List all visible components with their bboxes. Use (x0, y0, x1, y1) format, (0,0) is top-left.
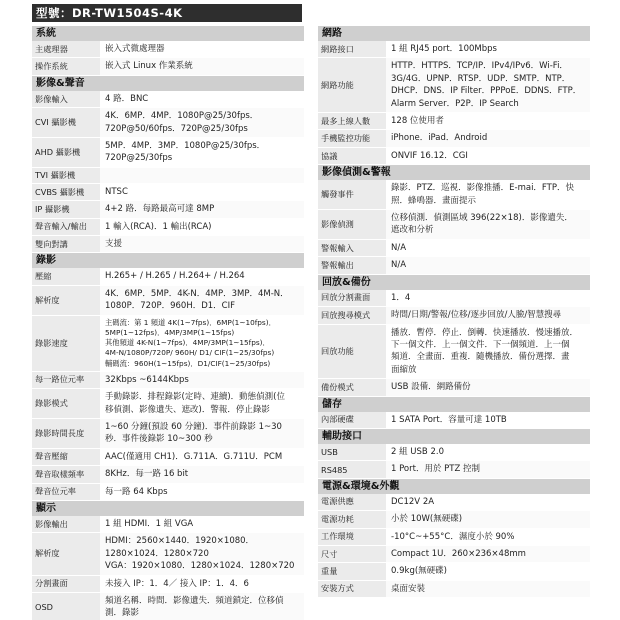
section-header: 顯示 (32, 501, 304, 516)
spec-value: 1 輸入(RCA)．1 輸出(RCA) (105, 221, 212, 232)
spec-label: OSD (32, 593, 100, 620)
spec-value: 支援 (100, 236, 304, 252)
spec-value: 錄影．PTZ．巡視．影像推播．E-mai．FTP．快 照．蜂鳴器．畫面提示 (391, 183, 574, 206)
spec-value: 未接入 IP：1．4／ 接入 IP：1．4．6 (105, 578, 249, 589)
spec-label: 觸發事件 (318, 180, 386, 209)
spec-row (32, 286, 304, 316)
spec-label: 回放功能 (318, 325, 386, 379)
spec-label: 警報輸出 (318, 257, 386, 273)
spec-row (318, 379, 590, 396)
spec-label: 分割畫面 (32, 576, 100, 592)
model-title: 型號：DR-TW1504S-4K (32, 4, 302, 22)
spec-row (32, 419, 304, 449)
section-header: 系統 (32, 26, 304, 41)
spec-table (318, 494, 590, 598)
spec-row (318, 240, 590, 257)
spec-row (318, 290, 590, 307)
spec-value: 128 位使用者 (391, 116, 444, 127)
spec-row (32, 41, 304, 58)
spec-column-left (32, 26, 304, 620)
spec-row (32, 576, 304, 593)
spec-row (318, 494, 590, 511)
spec-row (32, 219, 304, 236)
spec-label: CVBS 攝影機 (32, 184, 100, 200)
spec-label: 雙向對講 (32, 236, 100, 252)
spec-row (32, 184, 304, 201)
spec-label: 手機監控功能 (318, 130, 386, 146)
spec-value: 時間/日期/警報/位移/逐步回放/人臉/智慧搜尋 (386, 307, 590, 323)
spec-row (318, 130, 590, 147)
spec-row (32, 316, 304, 372)
spec-label: 協議 (318, 148, 386, 164)
spec-row (32, 236, 304, 253)
spec-value: 小於 10W(無硬碟) (386, 511, 590, 527)
spec-value: 0.9kg(無硬碟) (391, 566, 447, 577)
spec-value: 8KHz．每一路 16 bit (100, 466, 304, 482)
spec-label: 警報輸入 (318, 240, 386, 256)
spec-label: 聲音位元率 (32, 484, 100, 500)
spec-value: 1~60 分鐘(預設 60 分鐘)．事件前錄影 1~30 秒．事件後錄影 10~300 秒 (100, 419, 304, 448)
spec-label: 解析度 (32, 286, 100, 315)
spec-label: 回放分割畫面 (318, 290, 386, 306)
spec-value: 4+2 路．每路最高可達 8MP (100, 201, 304, 217)
spec-label: 備份模式 (318, 379, 386, 395)
spec-label: 尺寸 (318, 546, 386, 562)
spec-row (32, 449, 304, 466)
spec-value: 32Kbps ~6144Kbps (100, 372, 304, 388)
spec-label: 網路接口 (318, 41, 386, 57)
spec-value: 位移偵測．偵測區域 396(22×18)．影像遺失． 遮改和分析 (386, 210, 590, 239)
spec-row (318, 563, 590, 580)
section-header: 網路 (318, 26, 590, 41)
spec-label: 網路功能 (318, 58, 386, 112)
spec-value: AAC(僅適用 CH1)．G.711A．G.711U．PCM (105, 451, 283, 462)
section-header: 錄影 (32, 253, 304, 268)
section-header: 影像&聲音 (32, 76, 304, 91)
spec-value: 5MP．4MP．3MP．1080P@25/30fps． 720P@25/30fps (105, 141, 266, 164)
spec-row (318, 444, 590, 461)
spec-row (318, 210, 590, 240)
spec-value: Compact 1U．260×236×48mm (386, 546, 590, 562)
spec-row (32, 533, 304, 575)
spec-label: 電源功耗 (318, 511, 386, 527)
spec-label: 聲音輸入/輸出 (32, 219, 100, 235)
spec-table (32, 91, 304, 254)
spec-value: N/A (386, 257, 590, 273)
spec-label: 影像偵測 (318, 210, 386, 239)
spec-label: 操作系統 (32, 58, 100, 74)
spec-row (32, 268, 304, 285)
section-header: 儲存 (318, 397, 590, 412)
spec-table (318, 290, 590, 397)
spec-row (32, 516, 304, 533)
spec-label: 聲音取樣頻率 (32, 466, 100, 482)
spec-row (32, 91, 304, 108)
spec-row (318, 461, 590, 478)
spec-value: 1 SATA Port．容量可達 10TB (391, 414, 507, 425)
spec-row (318, 546, 590, 563)
spec-value (100, 168, 304, 183)
spec-label: TVI 攝影機 (32, 168, 100, 183)
spec-table (318, 180, 590, 274)
section-header: 電源&環境&外觀 (318, 479, 590, 494)
spec-value: 頻道名稱．時間．影像遺失．頻道鎖定．位移偵 測．錄影 (100, 593, 304, 620)
spec-value: HTTP．HTTPS．TCP/IP．IPv4/IPv6．Wi-Fi． 3G/4G．UPNP．RTSP．UDP．SMTP．NTP． DHCP．DNS．IP Filter．PPPoE．DDNS．FTP． Alarm Server．P2P．IP Search (386, 58, 590, 112)
spec-row (32, 389, 304, 419)
spec-row (318, 41, 590, 58)
spec-table (32, 41, 304, 76)
spec-row (32, 58, 304, 75)
spec-label: AHD 攝影機 (32, 138, 100, 167)
spec-row (32, 593, 304, 620)
spec-value: 1 Port．用於 PTZ 控制 (386, 461, 590, 477)
spec-row (318, 581, 590, 598)
spec-row (32, 168, 304, 184)
spec-value: N/A (391, 242, 407, 253)
spec-row (32, 108, 304, 138)
spec-value: -10°C~+55°C．濕度小於 90% (391, 531, 515, 542)
spec-row (318, 511, 590, 528)
spec-row (318, 180, 590, 210)
spec-table (318, 41, 590, 165)
spec-value: 1 組 HDMI．1 組 VGA (105, 518, 194, 529)
spec-value: 2 組 USB 2.0 (391, 446, 444, 457)
spec-value: 主碼流：第 1 頻道 4K(1~7fps)．6MP(1~10fps)． 5MP(1~12fps)．4MP/3MP(1~15fps) 其他頻道 4K-N(1~7fps)．4MP/3MP(1~15fps)． 4M-N/1080P/720P/ 960H/ D1/ CIF(1~25/30fps) 輔碼流：960H(1~15fps)．D1/CIF(1~25/30fps) (105, 317, 276, 368)
spec-row (318, 412, 590, 429)
section-header: 回放&備份 (318, 275, 590, 290)
spec-label: 安裝方式 (318, 581, 386, 597)
spec-label: CVI 攝影機 (32, 108, 100, 137)
spec-value: 嵌入式 Linux 作業系統 (100, 58, 304, 74)
spec-label: 回放搜尋模式 (318, 307, 386, 323)
spec-table (318, 412, 590, 429)
spec-row (318, 148, 590, 165)
spec-label: 重量 (318, 563, 386, 579)
spec-row (318, 529, 590, 546)
spec-label: RS485 (318, 461, 386, 477)
spec-row (318, 307, 590, 324)
spec-label: 錄影模式 (32, 389, 100, 418)
spec-label: 每一路位元率 (32, 372, 100, 388)
spec-table (32, 268, 304, 500)
spec-label: 內部硬碟 (318, 412, 386, 428)
spec-label: 工作環境 (318, 529, 386, 545)
spec-label: 最多上線人數 (318, 113, 386, 129)
spec-label: 錄影速度 (32, 316, 100, 371)
spec-value: HDMI：2560×1440．1920×1080． 1280×1024．1280×720 VGA：1920×1080．1280×1024．1280×720 (100, 533, 304, 574)
spec-row (32, 201, 304, 218)
spec-label: IP 攝影機 (32, 201, 100, 217)
spec-label: 壓縮 (32, 268, 100, 284)
spec-value: 桌面安裝 (386, 581, 590, 597)
spec-label: 影像輸出 (32, 516, 100, 532)
spec-value: 嵌入式微處理器 (105, 44, 165, 54)
spec-label: 聲音壓縮 (32, 449, 100, 465)
spec-value: 手動錄影．排程錄影(定時、連續)．動態偵測(位 移偵測、影像遺失、遮改)．警報．停止錄影 (105, 392, 285, 415)
spec-value: 4K．6MP．5MP．4K-N．4MP．3MP．4M-N． 1080P．720P．960H．D1．CIF (100, 286, 304, 315)
spec-row (32, 466, 304, 483)
spec-row (32, 372, 304, 389)
spec-value: NTSC (105, 186, 128, 197)
spec-value: DC12V 2A (391, 496, 435, 507)
spec-value: ONVIF 16.12．CGI (391, 150, 468, 161)
spec-table (32, 516, 304, 620)
spec-value: 1．4 (391, 292, 411, 303)
spec-label: 電源供應 (318, 494, 386, 510)
spec-value: 每一路 64 Kbps (105, 486, 168, 497)
spec-column-right (318, 26, 590, 598)
spec-label: 錄影時間長度 (32, 419, 100, 448)
spec-value: iPhone．iPad．Android (386, 130, 590, 146)
section-header: 影像偵測&警報 (318, 165, 590, 180)
spec-table (318, 444, 590, 479)
spec-row (32, 138, 304, 168)
spec-label: 影像輸入 (32, 91, 100, 107)
spec-row (318, 257, 590, 274)
spec-value: 1 組 RJ45 port．100Mbps (391, 44, 497, 54)
spec-row (318, 325, 590, 380)
spec-row (32, 484, 304, 501)
spec-label: 主處理器 (32, 41, 100, 57)
spec-value: H.265+ / H.265 / H.264+ / H.264 (105, 271, 245, 282)
spec-label: 解析度 (32, 533, 100, 574)
spec-label: USB (318, 444, 386, 460)
spec-row (318, 113, 590, 130)
spec-value: 4 路．BNC (105, 93, 149, 104)
section-header: 輔助接口 (318, 429, 590, 444)
spec-row (318, 58, 590, 113)
spec-value: USB 設備．網路備份 (386, 379, 590, 395)
spec-value: 4K．6MP．4MP．1080P@25/30fps． 720P@50/60fps．720P@25/30fps (100, 108, 304, 137)
spec-value: 播放．暫停．停止．倒轉．快速播放．慢速播放． 下一個文件．上一個文件．下一個頻道．上一個 頻道．全畫面．重複．隨機播放．備份選擇．畫 面縮放 (391, 327, 579, 375)
